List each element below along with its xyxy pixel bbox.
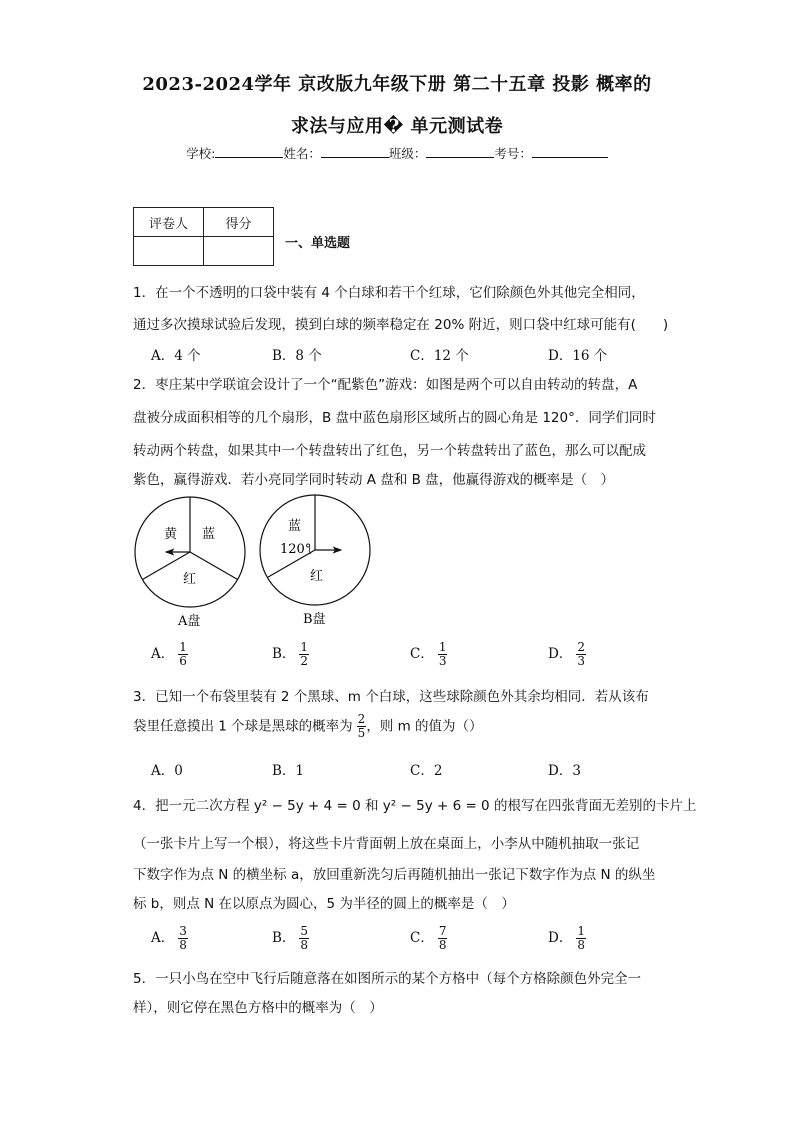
question-line: （一张卡片上写一个根），将这些卡片背面朝上放在桌面上，小李从中随机抽取一张记 [133,836,640,852]
option-d[interactable]: D．16 个 [548,348,608,364]
question-line: 袋里任意摸出 1 个球是黑球的概率为 $\frac{2}{5}$ ，则 m 的值为（） [133,712,483,740]
option-a[interactable]: A．4 个 [151,348,201,364]
name-label: 姓名： [283,146,321,161]
option-c[interactable]: C． $\frac{1}{3}$ [410,640,447,668]
question-text [133,281,645,301]
question-number: 4． [133,798,156,814]
question-line: 紫色，赢得游戏．若小亮同学同时转动 A 盘和 B 盘，他赢得游戏的概率是（ ） [133,472,615,488]
name-field[interactable] [321,144,389,158]
question-line: 在一个不透明的口袋中装有 4 个白球和若干个红球，它们除颜色外其他完全相同， [155,285,645,301]
option-a[interactable]: A． $\frac{1}{6}$ [151,640,187,668]
question-line: 枣庄某中学联谊会设计了一个“配紫色”游戏：如图是两个可以自由转动的转盘，A [155,377,638,393]
option-b[interactable]: B．1 [272,763,305,779]
disc-b [260,495,370,605]
option-d[interactable]: D． $\frac{1}{8}$ [548,924,585,952]
school-field[interactable] [215,144,283,158]
option-d[interactable]: D．3 [548,763,581,779]
question-text [133,373,637,393]
option-d[interactable]: D． $\frac{2}{3}$ [548,640,585,668]
question-number: 5． [133,971,156,987]
disc-a [135,497,245,607]
question-line: 把一元二次方程 y² − 5y + 4 = 0 和 y² − 5y + 6 = 0 的根写在四张背面无差别的卡片上 [155,798,697,814]
sector-label-blue: 蓝 [288,519,302,534]
question-line: 标 b，则点 N 在以原点为圆心，5 为半径的圆上的概率是（ ） [133,896,515,912]
question-number: 3． [133,689,156,705]
question-line: 转动两个转盘，如果其中一个转盘转出了红色，另一个转盘转出了蓝色，那么可以配成 [133,443,646,459]
question-number: 2． [133,377,156,393]
option-b[interactable]: B． $\frac{1}{2}$ [272,640,309,668]
sector-label-blue: 蓝 [202,527,216,542]
grader-header: 评卷人 [134,208,204,237]
class-label: 班级： [388,146,427,161]
spinner-figure [130,493,380,633]
score-header: 得分 [204,208,274,237]
score-table [133,207,274,266]
option-c[interactable]: C． $\frac{7}{8}$ [410,924,447,952]
sector-label-red: 红 [183,572,197,587]
section-title: 一、单选题 [285,236,351,251]
question-line: 一只小鸟在空中飞行后随意落在如图所示的某个方格中（每个方格除颜色外完全一 [155,971,642,987]
disc-b-caption: B盘 [303,612,326,627]
question-line: 样），则它停在黑色方格中的概率为（ ） [133,1000,383,1016]
question-line: 已知一个布袋里装有 2 个黑球、m 个白球，这些球除颜色外其余均相同．若从该布 [155,689,649,705]
option-a[interactable]: A．0 [151,763,183,779]
student-info-line [0,144,794,162]
question-text [133,685,649,705]
option-c[interactable]: C．12 个 [410,348,469,364]
question-text [133,794,696,814]
sector-label-red: 红 [310,569,324,584]
question-line: 通过多次摸球试验后发现，摸到白球的频率稳定在 20% 附近，则口袋中红球可能有( ) [133,317,669,333]
disc-a-caption: A盘 [178,614,201,629]
option-b[interactable]: B．8 个 [272,348,322,364]
sector-label-yellow: 黄 [164,527,178,542]
angle-label: 120° [280,542,312,557]
document-title-line-1: 2023-2024学年 京改版九年级下册 第二十五章 投影 概率的 [142,74,652,95]
option-a[interactable]: A． $\frac{3}{8}$ [151,924,187,952]
option-b[interactable]: B． $\frac{5}{8}$ [272,924,309,952]
exam-number-label: 考号： [494,146,532,161]
document-title-line-2: 求法与应用� 单元测试卷 [290,116,504,137]
score-cell[interactable] [204,237,274,266]
question-line: 盘被分成面积相等的几个扇形，B 盘中蓝色扇形区域所占的圆心角是 120°．同学们同时 [133,410,656,426]
fraction: $\frac{2}{5}$ [357,712,366,740]
exam-number-field[interactable] [532,144,608,158]
school-label: 学校: [186,146,216,161]
question-number: 1． [133,285,156,301]
question-text [133,967,641,987]
grader-cell[interactable] [134,237,204,266]
question-line: 下数字作为点 N 的横坐标 a，放回重新洗匀后再随机抽出一张记下数字作为点 N 的纵坐 [133,867,656,883]
option-c[interactable]: C．2 [410,763,443,779]
class-field[interactable] [426,144,494,158]
